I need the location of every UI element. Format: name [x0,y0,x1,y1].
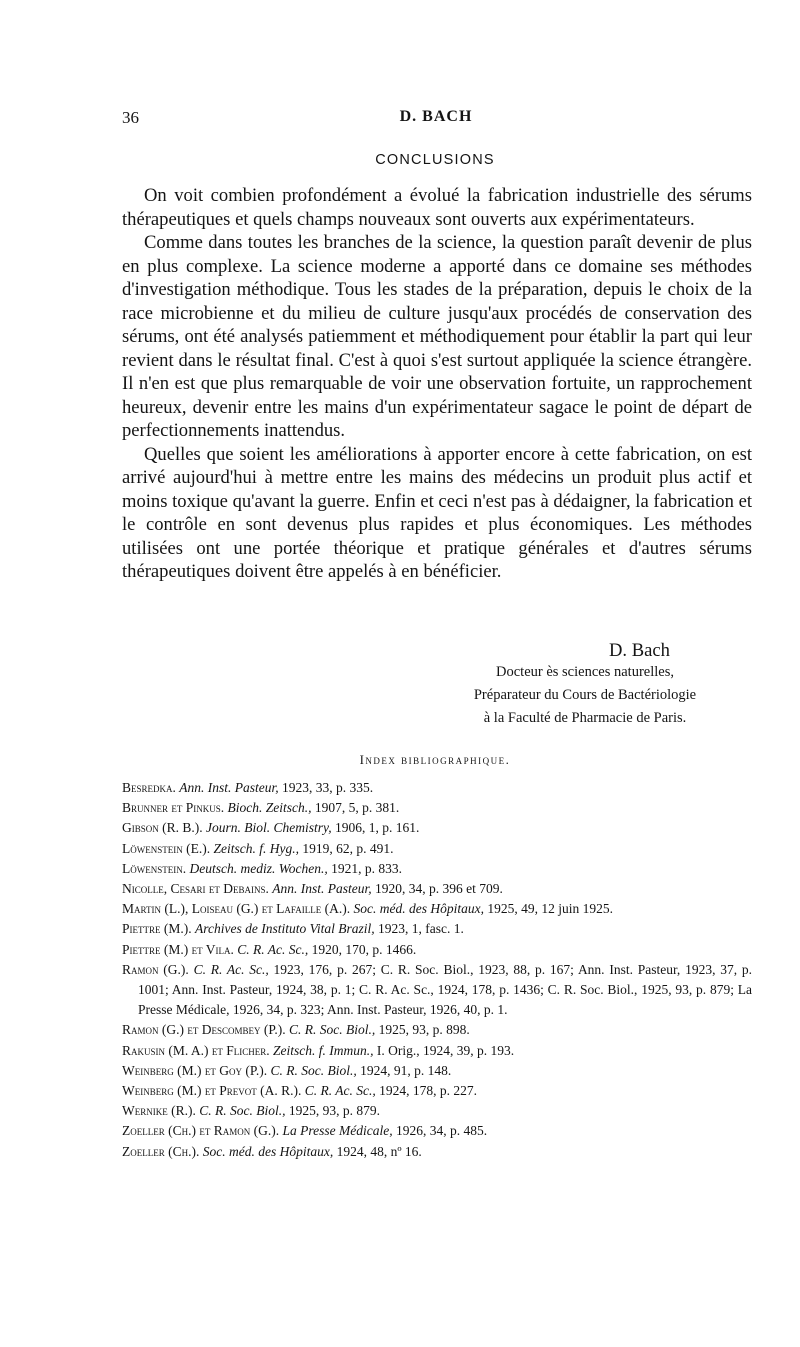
reference-details: 1921, p. 833. [327,860,402,876]
reference-author: Piettre (M.) et Vila. [122,941,234,957]
reference-details: 1923, 33, p. 335. [278,780,374,795]
reference-author: Rakusin (M. A.) et Flicher. [122,1042,270,1058]
reference-details: 1925, 93, p. 898. [375,1022,470,1038]
affiliation-line: à la Faculté de Pharmacie de Paris. [483,710,687,726]
reference-details: 1924, 91, p. 148. [356,1062,452,1078]
reference-entry [122,1020,752,1040]
reference-details: 1920, 170, p. 1466. [308,941,417,957]
reference-entry [122,778,752,798]
reference-journal: Bioch. Zeitsch., [227,800,312,816]
reference-author: Brunner et Pinkus. [122,800,225,816]
reference-journal: Soc. méd. des Hôpitaux, [202,1143,334,1159]
affiliation-line: Docteur ès sciences naturelles, [496,664,674,680]
reference-author: Weinberg (M.) et Goy (P.). [122,1062,268,1078]
reference-journal: C. R. Ac. Sc., [193,961,269,977]
reference-author: Nicolle, Cesari et Debains. [122,881,269,897]
conclusions-body [122,184,752,584]
reference-details: 1920, 34, p. 396 et 709. [371,881,503,897]
reference-entry [122,1121,752,1141]
reference-journal: Deutsch. mediz. Wochen., [189,860,328,876]
bibliography-title: Index bibliographique. [359,752,511,767]
page-header [122,108,750,130]
reference-entry [122,1081,752,1101]
running-head: D. BACH [399,108,473,125]
reference-details: 1924, 178, p. 227. [375,1083,477,1099]
reference-entry [122,919,752,939]
author-affiliation [420,661,750,730]
reference-author: Gibson (R. B.). [122,820,203,836]
reference-author: Piettre (M.). [122,921,192,937]
reference-author: Ramon (G.). [122,961,189,977]
reference-journal: Archives de Instituto Vital Brazil, [195,921,375,937]
bibliography-list [122,778,752,1162]
paragraph: On voit combien profondément a évolué la fabrication industrielle des sérums thérapeutiques et quels champs nouveaux sont ouverts aux expérimentateurs. [122,185,752,230]
reference-details: 1925, 93, p. 879. [285,1103,380,1119]
reference-author: Zoeller (Ch.). [122,1143,200,1159]
paragraph: Comme dans toutes les branches de la science, la question paraît devenir de plus en plus complexe. La science moderne a apporté dans ce domaine ses méthodes d'investigation méthodique. Tous les stades de la préparation, depuis le choix de la race microbienne et du milieu de culture jusqu'aux procédés de conservation des sérums, ont été analysés patiemment et méthodiquement pour établir la part qui leur revient dans le résultat final. C'est à quoi s'est surtout appliquée la science étrangère. Il n'en est que plus remarquable de voir une observation fortuite, un rapprochement heureux, devenir entre les mains d'un expérimentateur sagace le point de départ de perfectionnements inattendus. [122,232,752,441]
reference-entry [122,1041,752,1061]
reference-journal: C. R. Soc. Biol., [289,1022,376,1038]
reference-details: 1924, 48, nº 16. [333,1143,422,1159]
reference-author: Zoeller (Ch.) et Ramon (G.). [122,1123,280,1139]
reference-journal: Zeitsch. f. Immun., [273,1042,374,1058]
reference-entry [122,859,752,879]
reference-journal: Soc. méd. des Hôpitaux, [353,901,484,917]
affiliation-line: Préparateur du Cours de Bactériologie [473,687,697,703]
reference-entry [122,1142,752,1162]
reference-entry [122,940,752,960]
author-name: D. Bach [609,640,670,661]
reference-entry [122,960,752,1021]
reference-details: 1923, 1, fasc. 1. [374,921,464,937]
paragraph: Quelles que soient les améliorations à apporter encore à cette fabrication, on est arrivé aujourd'hui à mettre entre les mains des médecins un produit plus actif et moins toxique qu'avant la guerre. Enfin et ceci n'est pas à dédaigner, la fabrication et le contrôle en sont devenus plus rapides et plus économiques. Les méthodes utilisées ont une portée théorique et pratique générales et d'autres sérums thérapeutiques doivent être appelés à en bénéficier. [122,443,752,582]
reference-entry [122,1061,752,1081]
reference-details: I. Orig., 1924, 39, p. 193. [373,1042,515,1058]
reference-author: Wernike (R.). [122,1103,196,1119]
reference-journal: C. R. Ac. Sc., [304,1083,376,1099]
reference-entry [122,879,752,899]
reference-journal: Ann. Inst. Pasteur, [272,881,372,897]
reference-author: Löwenstein (E.). [122,840,211,856]
reference-author: Ramon (G.) et Descombey (P.). [122,1022,286,1038]
reference-details: 1919, 62, p. 491. [298,840,394,856]
reference-entry [122,899,752,919]
reference-journal: Journ. Biol. Chemistry, [206,820,332,836]
page-number: 36 [122,108,139,127]
section-title: CONCLUSIONS [375,152,495,168]
reference-author: Löwenstein. [122,860,187,876]
reference-details: 1925, 49, 12 juin 1925. [483,901,613,917]
reference-entry [122,1101,752,1121]
reference-journal: La Presse Médicale, [282,1123,393,1139]
reference-journal: C. R. Ac. Sc., [237,941,309,957]
reference-entry [122,839,752,859]
reference-author: Besredka. [122,780,176,795]
reference-details: 1907, 5, p. 381. [311,800,400,816]
reference-details: 1906, 1, p. 161. [331,820,420,836]
reference-entry [122,798,752,818]
reference-journal: Zeitsch. f. Hyg., [213,840,299,856]
reference-details: 1926, 34, p. 485. [392,1123,488,1139]
reference-entry [122,818,752,838]
reference-author: Martin (L.), Loiseau (G.) et Lafaille (A.). [122,901,351,917]
reference-details: 1923, 176, p. 267; C. R. Soc. Biol., 1923, 88, p. 167; Ann. Inst. Pasteur, 1923, 37, p. 1001; Ann. Inst. Pasteur, 1924, 38, p. 1; C. R. Ac. Sc., 1924, 178, p. 1436; C. R. Soc. Biol., 1925, 93, p. 879; La Presse Médicale, 1926, 34, p. 323; Ann. Inst. Pasteur, 1926, 40, p. 1. [138,961,753,1018]
reference-author: Weinberg (M.) et Prevot (A. R.). [122,1083,302,1099]
reference-journal: Ann. Inst. Pasteur, [179,780,279,795]
reference-journal: C. R. Soc. Biol., [199,1103,286,1119]
reference-journal: C. R. Soc. Biol., [270,1062,357,1078]
